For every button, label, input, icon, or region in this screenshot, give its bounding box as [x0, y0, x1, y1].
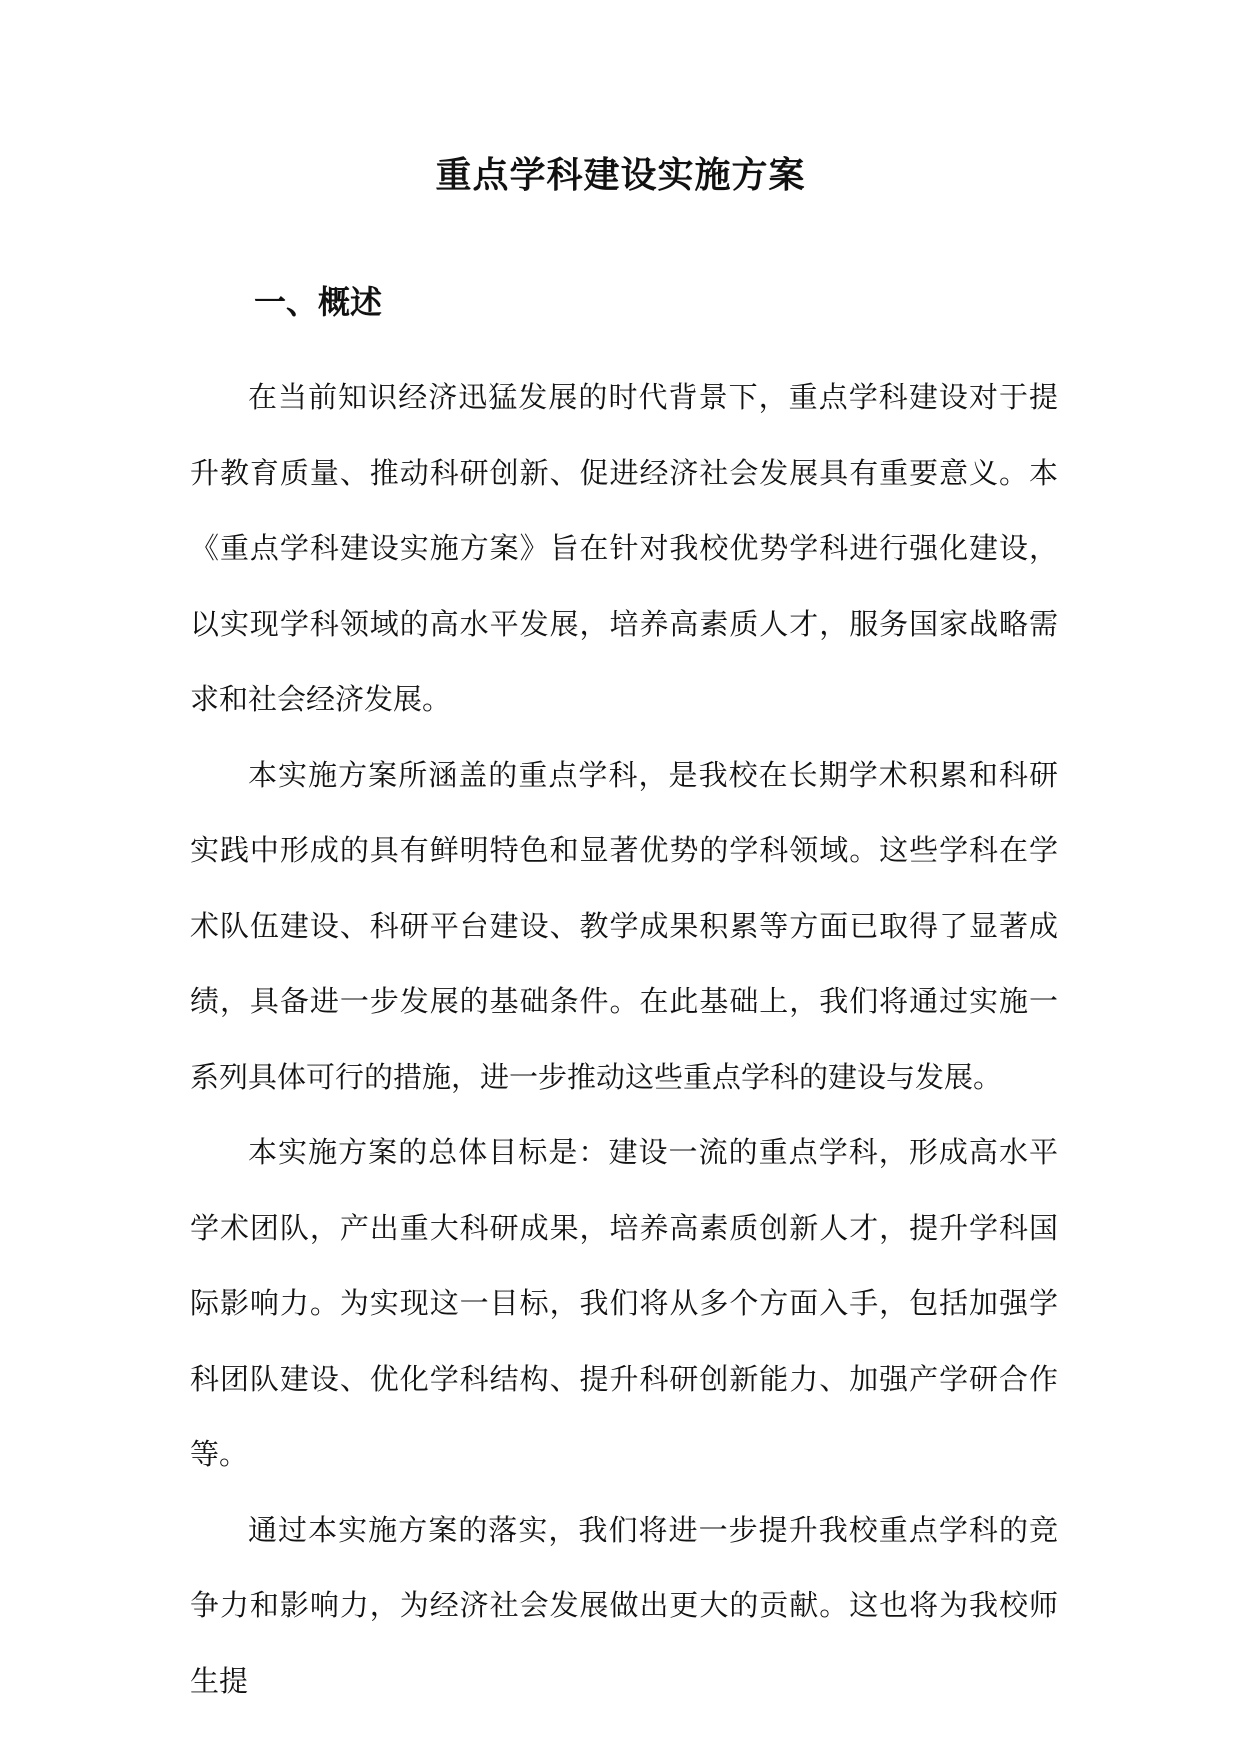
paragraph: 本实施方案所涵盖的重点学科，是我校在长期学术积累和科研实践中形成的具有鲜明特色和显著优势的学科领域。这些学科在学术队伍建设、科研平台建设、教学成果积累等方面已取得了显著成绩，具备进一步发展的基础条件。在此基础上，我们将通过实施一系列具体可行的措施，进一步推动这些重点学科的建设与发展。: [190, 757, 1058, 1094]
section-body: [190, 360, 1058, 1719]
paragraph: 在当前知识经济迅猛发展的时代背景下，重点学科建设对于提升教育质量、推动科研创新、促进经济社会发展具有重要意义。本《重点学科建设实施方案》旨在针对我校优势学科进行强化建设，以实现学科领域的高水平发展，培养高素质人才，服务国家战略需求和社会经济发展。: [190, 380, 1058, 716]
document-title: 重点学科建设实施方案: [435, 154, 806, 196]
paragraph: 本实施方案的总体目标是：建设一流的重点学科，形成高水平学术团队，产出重大科研成果，培养高素质创新人才，提升学科国际影响力。为实现这一目标，我们将从多个方面入手，包括加强学科团队建设、优化学科结构、提升科研创新能力、加强产学研合作等。: [190, 1135, 1058, 1471]
section-heading-overview: 一、概述: [254, 283, 383, 321]
paragraph: 通过本实施方案的落实，我们将进一步提升我校重点学科的竞争力和影响力，为经济社会发展做出更大的贡献。这也将为我校师生提: [190, 1512, 1058, 1698]
